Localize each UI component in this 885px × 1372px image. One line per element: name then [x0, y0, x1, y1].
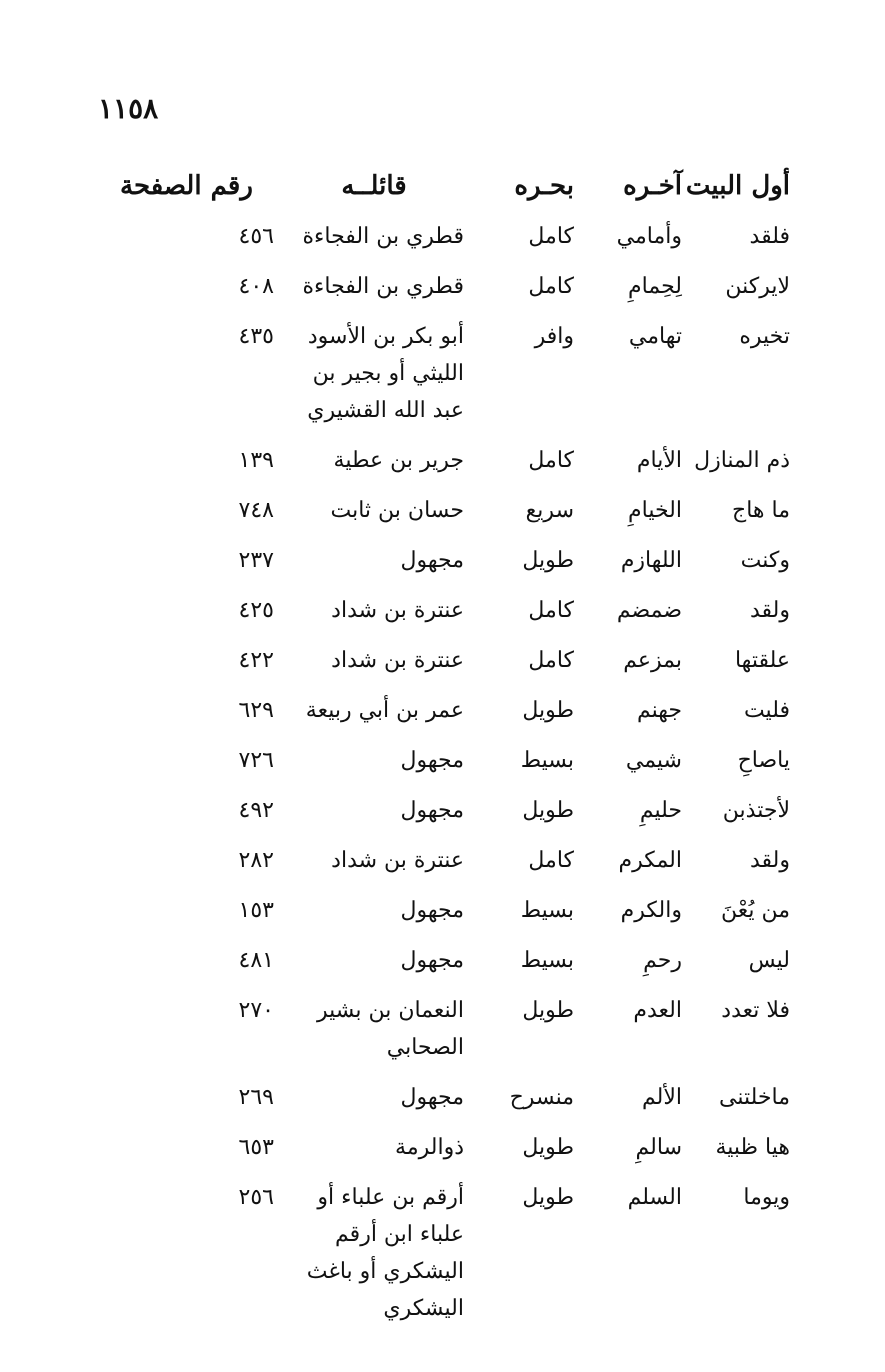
- table-row: [120, 1123, 790, 1173]
- verse-last-word: سالمِ: [635, 1135, 682, 1160]
- verse-first-word: ويوما: [743, 1185, 790, 1210]
- verse-last-word: حليمِ: [639, 798, 682, 823]
- verse-page-ref: ١٥٣: [238, 898, 274, 923]
- verse-meter: طويل: [522, 1185, 574, 1210]
- verse-page-ref: ٢٦٩: [238, 1085, 274, 1110]
- poetry-index-table: [120, 160, 790, 1334]
- verse-meter: كامل: [528, 224, 574, 249]
- table-row: [120, 1073, 790, 1123]
- verse-first-word: فلا تعدد: [721, 998, 790, 1023]
- verse-meter: منسرح: [509, 1085, 574, 1110]
- verse-first-word: وكنت: [740, 548, 790, 573]
- verse-poet: النعمان بن بشير الصحابي: [316, 998, 464, 1060]
- table-row: [120, 262, 790, 312]
- verse-meter: كامل: [528, 598, 574, 623]
- verse-first-word: فلقد: [749, 224, 790, 249]
- table-body: [120, 212, 790, 1334]
- table-row: [120, 886, 790, 936]
- table-row: [120, 536, 790, 586]
- verse-page-ref: ٤٩٢: [238, 798, 274, 823]
- table-row: [120, 586, 790, 636]
- verse-page-ref: ٤٣٥: [238, 324, 274, 349]
- page-number: ١١٥٨: [98, 92, 159, 125]
- verse-poet: قطري بن الفجاءة: [302, 224, 464, 249]
- table-header: [120, 160, 790, 212]
- table-row: [120, 486, 790, 536]
- verse-page-ref: ٤٢٥: [238, 598, 274, 623]
- verse-first-word: ياصاحِ: [737, 748, 790, 773]
- verse-last-word: رحمِ: [643, 948, 682, 973]
- verse-page-ref: ٧٢٦: [238, 748, 274, 773]
- verse-page-ref: ٧٤٨: [238, 498, 274, 523]
- verse-last-word: الخيامِ: [628, 498, 682, 523]
- verse-last-word: السلم: [627, 1185, 682, 1210]
- verse-meter: كامل: [528, 274, 574, 299]
- verse-meter: كامل: [528, 848, 574, 873]
- verse-meter: بسيط: [520, 898, 574, 923]
- table-row: [120, 686, 790, 736]
- verse-page-ref: ٢٧٠: [238, 998, 274, 1023]
- verse-meter: طويل: [522, 998, 574, 1023]
- verse-first-word: ما هاج: [732, 498, 790, 523]
- table-row: [120, 936, 790, 986]
- verse-poet: حسان بن ثابت: [330, 498, 464, 523]
- table-row: [120, 1173, 790, 1334]
- verse-first-word: هيا ظبية: [715, 1135, 790, 1160]
- verse-meter: كامل: [528, 448, 574, 473]
- verse-first-word: لأجتذبن: [722, 798, 790, 823]
- verse-page-ref: ٤٢٢: [238, 648, 274, 673]
- verse-page-ref: ٢٣٧: [238, 548, 274, 573]
- verse-page-ref: ١٣٩: [238, 448, 274, 473]
- verse-poet: قطري بن الفجاءة: [302, 274, 464, 299]
- header-meter: بحـره: [514, 171, 574, 201]
- header-last-word: آخـره: [623, 171, 682, 201]
- verse-last-word: الأيام: [636, 448, 682, 473]
- verse-meter: طويل: [522, 798, 574, 823]
- table-row: [120, 986, 790, 1073]
- verse-poet: مجهول: [400, 748, 464, 773]
- table-row: [120, 436, 790, 486]
- verse-page-ref: ٤٠٨: [238, 274, 274, 299]
- verse-poet: عمر بن أبي ربيعة: [305, 698, 464, 723]
- verse-last-word: شيمي: [625, 748, 682, 773]
- verse-poet: مجهول: [400, 548, 464, 573]
- verse-meter: طويل: [522, 1135, 574, 1160]
- verse-poet: جرير بن عطية: [333, 448, 464, 473]
- verse-poet: مجهول: [400, 798, 464, 823]
- verse-poet: عنترة بن شداد: [331, 848, 464, 873]
- verse-meter: طويل: [522, 548, 574, 573]
- verse-first-word: ماخلتنى: [719, 1085, 790, 1110]
- verse-page-ref: ٢٥٦: [238, 1185, 274, 1210]
- verse-last-word: الألم: [641, 1085, 682, 1110]
- verse-last-word: ضمضم: [616, 598, 682, 623]
- table-row: [120, 312, 790, 436]
- verse-poet: أبو بكر بن الأسود الليثي أو بجير بن عبد الله القشيري: [307, 324, 464, 423]
- table-row: [120, 212, 790, 262]
- verse-page-ref: ٤٥٦: [238, 224, 274, 249]
- verse-last-word: بمزعم: [623, 648, 682, 673]
- verse-page-ref: ٦٢٩: [238, 698, 274, 723]
- table-row: [120, 636, 790, 686]
- table-row: [120, 836, 790, 886]
- verse-first-word: ذم المنازل: [694, 448, 790, 473]
- header-first-line: أول البيت: [685, 171, 790, 201]
- verse-meter: كامل: [528, 648, 574, 673]
- verse-poet: ذوالرمة: [395, 1135, 464, 1160]
- table-row: [120, 786, 790, 836]
- header-poet: قائلــه: [341, 171, 407, 201]
- verse-poet: مجهول: [400, 948, 464, 973]
- verse-first-word: من يُعْنَ: [720, 898, 790, 923]
- verse-last-word: تهامي: [628, 324, 682, 349]
- verse-first-word: ليس: [748, 948, 790, 973]
- verse-first-word: ولقد: [749, 848, 790, 873]
- verse-meter: طويل: [522, 698, 574, 723]
- verse-first-word: علقتها: [734, 648, 790, 673]
- verse-first-word: ولقد: [749, 598, 790, 623]
- verse-poet: عنترة بن شداد: [331, 598, 464, 623]
- verse-page-ref: ٤٨١: [238, 948, 274, 973]
- verse-last-word: وأمامي: [616, 224, 682, 249]
- verse-first-word: تخيره: [739, 324, 790, 349]
- header-page-ref: رقم الصفحة: [120, 171, 253, 201]
- table-row: [120, 736, 790, 786]
- verse-last-word: المكرم: [618, 848, 682, 873]
- verse-poet: أرقم بن علباء أو علباء ابن أرقم اليشكري أو باغث اليشكري: [306, 1185, 464, 1321]
- verse-last-word: اللهازم: [620, 548, 682, 573]
- verse-meter: سريع: [525, 498, 574, 523]
- verse-meter: بسيط: [520, 748, 574, 773]
- verse-first-word: لايركنن: [725, 274, 790, 299]
- verse-last-word: والكرم: [620, 898, 682, 923]
- verse-last-word: لِحِمامِ: [628, 274, 682, 299]
- verse-page-ref: ٦٥٣: [238, 1135, 274, 1160]
- verse-meter: بسيط: [520, 948, 574, 973]
- verse-first-word: فليت: [743, 698, 790, 723]
- verse-meter: وافر: [534, 324, 574, 349]
- verse-poet: عنترة بن شداد: [331, 648, 464, 673]
- verse-poet: مجهول: [400, 1085, 464, 1110]
- verse-last-word: العدم: [633, 998, 682, 1023]
- verse-poet: مجهول: [400, 898, 464, 923]
- verse-last-word: جهنم: [636, 698, 682, 723]
- verse-page-ref: ٢٨٢: [238, 848, 274, 873]
